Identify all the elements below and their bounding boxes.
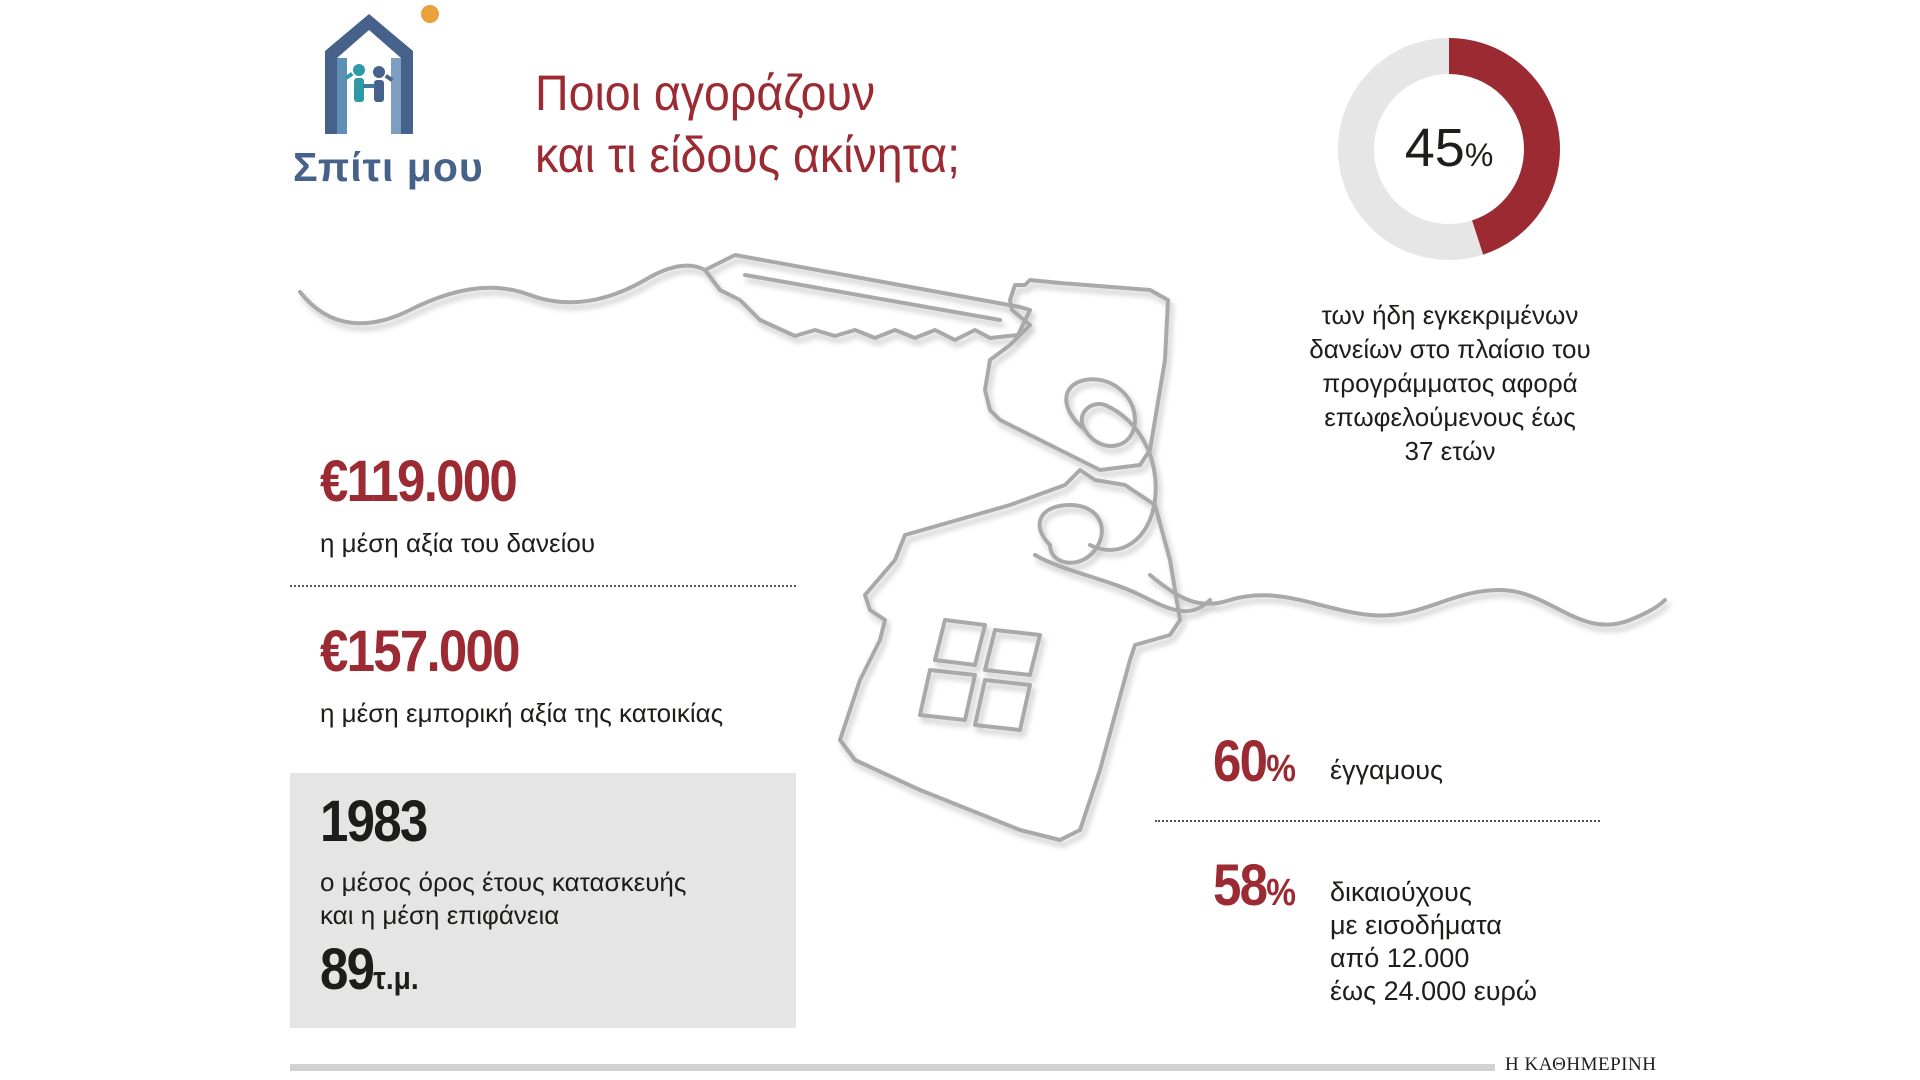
- donut-number: 45: [1404, 118, 1465, 178]
- caption-line: 37 ετών: [1404, 436, 1496, 466]
- caption-line: επωφελούμενους έως: [1324, 402, 1576, 432]
- income-label: [1330, 876, 1537, 1008]
- income-label-line: από 12.000: [1330, 943, 1470, 973]
- income-number: 58: [1213, 853, 1267, 918]
- publisher-brand: Η ΚΑΘΗΜΕΡΙΝΗ: [1505, 1054, 1657, 1075]
- donut-unit: %: [1464, 137, 1494, 173]
- commercial-value: €157.000: [320, 619, 519, 684]
- house-family-icon: [293, 4, 493, 144]
- title-line-1: Ποιοι αγοράζουν: [535, 65, 876, 121]
- house-keychain: [840, 470, 1180, 840]
- construction-label: [320, 866, 686, 932]
- area-unit: τ.μ.: [373, 960, 419, 996]
- construction-year: 1983: [320, 789, 427, 854]
- caption-line: προγράμματος αφορά: [1322, 368, 1578, 398]
- married-label: έγγαμους: [1330, 755, 1443, 785]
- caption-line: δανείων στο πλαίσιο του: [1309, 334, 1591, 364]
- income-label-line: δικαιούχους: [1330, 877, 1472, 907]
- footer-rule: [290, 1064, 1495, 1071]
- income-label-line: έως 24.000 ευρώ: [1330, 976, 1537, 1006]
- income-unit: %: [1266, 872, 1296, 914]
- construction-label-line: ο μέσος όρος έτους κατασκευής: [320, 867, 687, 897]
- page-title: [535, 62, 1056, 186]
- donut-value: [1337, 118, 1561, 185]
- logo-text: Σπίτι μου: [293, 144, 484, 190]
- loan-value: €119.000: [320, 449, 516, 514]
- window-pane: [920, 670, 975, 720]
- title-line-2: και τι είδους ακίνητα;: [535, 127, 961, 183]
- logo: [293, 4, 493, 194]
- commercial-label: η μέση εμπορική αξία της κατοικίας: [320, 698, 724, 728]
- area-value: [320, 938, 419, 1010]
- married-number: 60: [1213, 729, 1267, 794]
- window-pane: [935, 620, 985, 665]
- married-value: [1213, 730, 1296, 801]
- construction-label-line: και η μέση επιφάνεια: [320, 900, 560, 930]
- key-blade: [705, 255, 1030, 340]
- area-number: 89: [320, 937, 374, 1002]
- dotted-divider: [1155, 820, 1600, 822]
- window-pane: [985, 630, 1040, 675]
- caption-line: των ήδη εγκεκριμένων: [1321, 300, 1579, 330]
- dotted-divider: [290, 585, 796, 587]
- key-head: [985, 280, 1168, 470]
- married-unit: %: [1266, 748, 1296, 790]
- loan-label: η μέση αξία του δανείου: [320, 528, 596, 558]
- income-label-line: με εισοδήματα: [1330, 910, 1502, 940]
- donut-caption: [1255, 298, 1645, 468]
- window-pane: [975, 680, 1030, 730]
- income-value: [1213, 854, 1296, 925]
